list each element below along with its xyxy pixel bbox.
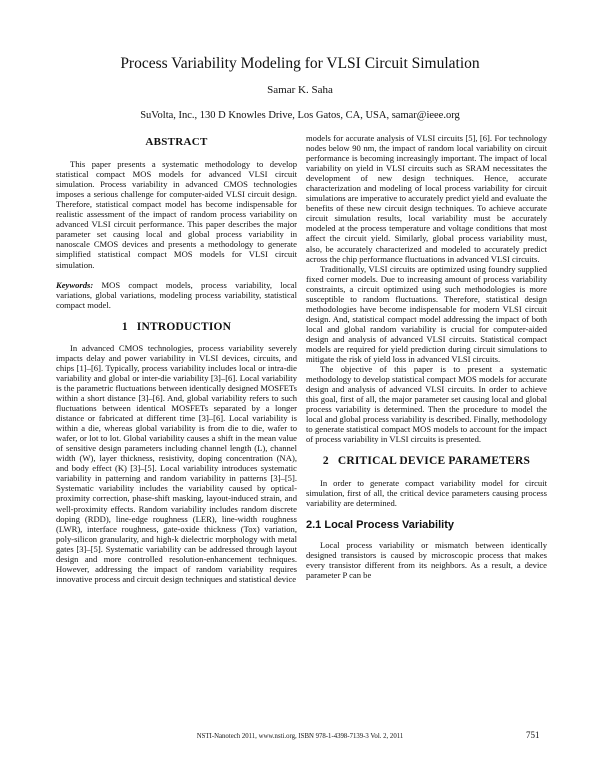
author-affiliation: SuVolta, Inc., 130 D Knowles Drive, Los Gatos, CA, USA, samar@ieee.org <box>140 110 460 121</box>
section2-heading <box>306 456 547 466</box>
keywords-label: Keywords: <box>56 279 94 290</box>
section2-paragraph-1: In order to generate compact variability model for circuit simulation, first of all, the critical device parameters causing process variability are determined. <box>306 477 547 508</box>
subsection-heading: 2.1 Local Process Variability <box>306 518 454 531</box>
page-number: 751 <box>526 730 540 740</box>
keywords-text: MOS compact models, process variability, local variations, global variations, modeling process variability, statistical compact model. <box>56 279 297 310</box>
intro-paragraph-3: Traditionally, VLSI circuits are optimized using foundry supplied fixed corner models. Due to increasing amount of process variability constraints, a circuit optimized using such methodologies is more susceptible to random fluctuations. Therefore, statistical design methodologies have become indispensable for modern VLSI circuit design. And, statistical compact model addressing the impact of both local and global random variability is crucial for computer-aided design and analysis of advanced VLSI circuits. Statistical compact models are required for yield prediction during circuit simulations to mitigate the risk of yield loss in advanced VLSI circuits. <box>306 263 547 365</box>
keywords-paragraph <box>56 280 297 310</box>
paper-title: Process Variability Modeling for VLSI Circuit Simulation <box>120 55 480 72</box>
subsection-paragraph-1: Local process variability or mismatch between identically designed transistors is caused by microscopic process that makes every transistor different from its neighbors. As a result, a device parameter P can be <box>306 539 547 580</box>
footer-citation: NSTI-Nanotech 2011, www.nsti.org, ISBN 978-1-4398-7139-3 Vol. 2, 2011 <box>196 733 404 740</box>
abstract-text: This paper presents a systematic methodology to develop statistical compact MOS models for advanced VLSI circuit simulation. Process variability in advanced CMOS technologies imposes a serious challenge for computer-aided VLSI circuit design. Therefore, statistical compact model has become indispensable for realistic assessment of the impact of random process variability on advanced VLSI circuit performance. This paper describes the major parameter set causing local and global process variability in nanoscale CMOS devices and presents a methodology to generate simplified statistical compact MOS models for VLSI circuit simulation. <box>56 159 297 270</box>
intro-title: INTRODUCTION <box>136 320 232 333</box>
intro-heading <box>56 322 297 332</box>
left-column <box>56 133 297 584</box>
intro-number: 1 <box>121 320 128 333</box>
section2-number: 2 <box>322 455 329 468</box>
intro-paragraph-1: In advanced CMOS technologies, process variability severely impacts delay and power variability in VLSI devices, circuits, and chips [1]–[6]. Typically, process variability includes local or intra-die variability and global or inter-die variability [3]–[6]. Local variability is the parametric fluctuations between identically designed MOSFETs within a short distance [3]–[6]. And, global variability refers to such fluctuations between identical MOSFETs separated by a longer distance or fabricated at different time [3]–[6]. Local variability is within a die, whereas global variability is from die to die, wafer to wafer, or lot to lot. Global variability causes a shift in the mean value of sensitive design parameters including channel length (L), channel width (W), layer thickness, resistivity, doping concentration (NA), and body effect (K) [3]–[5]. Local variability introduces systematic variability in patterning and random variability in patterns [3]–[5]. Systematic variability includes the variability caused by optical-proximity correction, phase-shift masking, layout-induced strain, and well-proximity effects. Random variability includes random discrete doping (RDD), line-edge roughness (LER), line-width roughness (LWR), interface roughness, gate-oxide thickness (Tox) variation, poly-silicon granularity, and high-k dielectric morphology with metal gates [3]–[5]. Systematic variability can be addressed through layout design and more controlled resolution-enhancement techniques. However, addressing the impact of random variability requires innovative process and circuit design techniques and statistical device <box>56 342 297 584</box>
abstract-heading: ABSTRACT <box>145 136 208 148</box>
author-name: Samar K. Saha <box>267 84 333 96</box>
section2-title: CRITICAL DEVICE PARAMETERS <box>337 455 531 468</box>
right-column <box>306 133 547 580</box>
intro-paragraph-4: The objective of this paper is to present a systematic methodology to develop statistical compact MOS models for accurate design and analysis of advanced VLSI circuits. In order to achieve this goal, first of all, the major parameter set causing local and global process variability is determined. Then the procedure to model the local and global process variability is described. Finally, methodology to generate statistical compact MOS models to account for the impact of process variability in VLSI circuits is presented. <box>306 364 547 445</box>
intro-paragraph-2: models for accurate analysis of VLSI circuits [5], [6]. For technology nodes below 90 nm, the impact of random local variability on circuit performance is becoming increasingly important. The impact of local variability on yield in VLSI circuits such as SRAM necessitates the development of new design techniques. Hence, accurate characterization and modeling of local process variability for circuit simulations are imperative to accurately predict yield and evaluate the benefits of these new circuit design techniques. To achieve accurate circuit simulation results, local variability must be accurately modeled at the process temperature and voltage conditions that most affect the circuit yield. Similarly, global process variability must, also, be accurately characterized and modeled to accurately predict across the chip performance fluctuations in advanced VLSI circuits. <box>306 133 547 264</box>
